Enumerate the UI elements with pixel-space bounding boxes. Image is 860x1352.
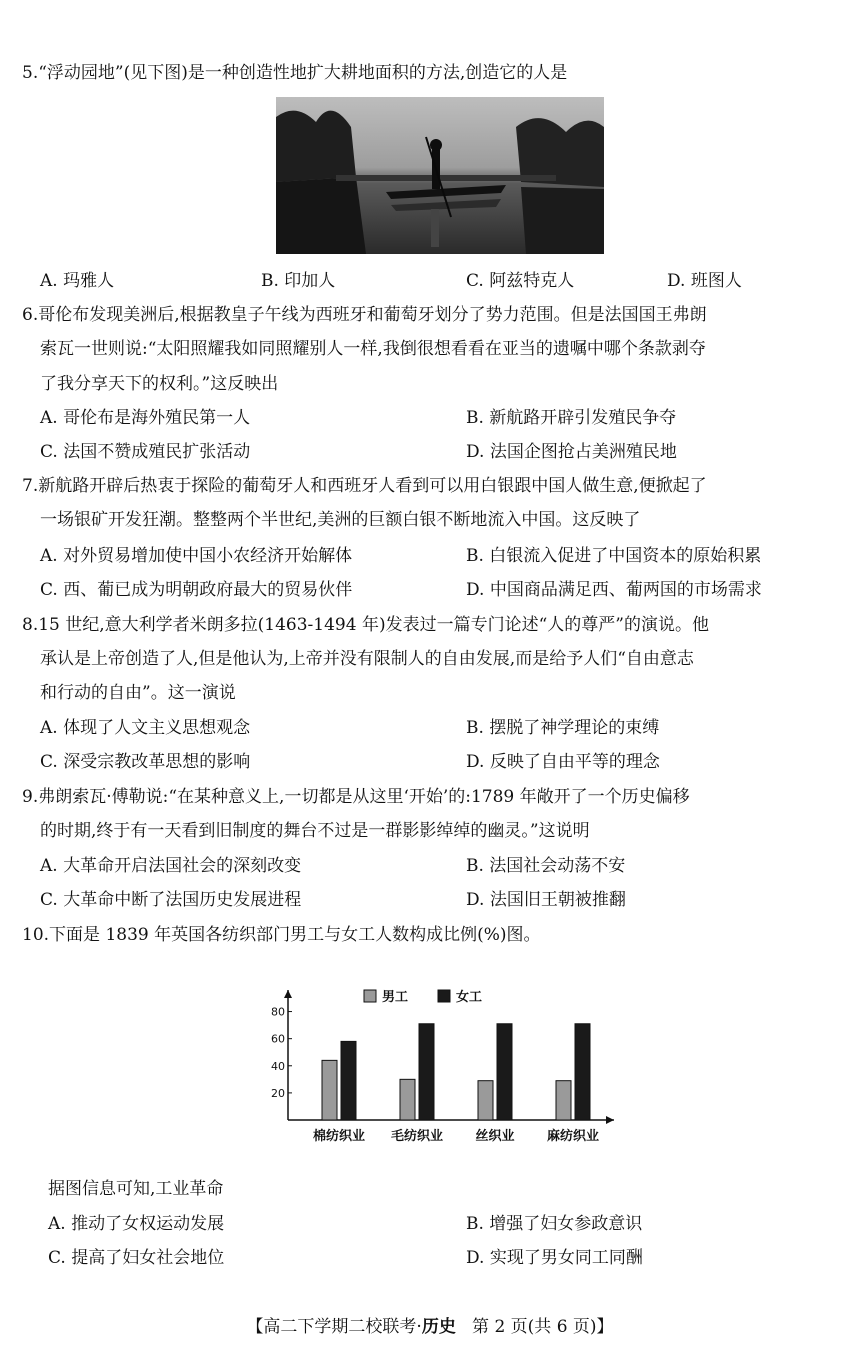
q10-option-a: A. 推动了女权运动发展	[48, 1214, 225, 1234]
q5-stem: 5.“浮动园地”(见下图)是一种创造性地扩大耕地面积的方法,创造它的人是	[22, 63, 568, 83]
bar-female	[497, 1024, 512, 1120]
legend-swatch	[364, 990, 376, 1002]
q10-option-b: B. 增强了妇女参政意识	[466, 1214, 643, 1234]
q8-stem-line1: 8.15 世纪,意大利学者米朗多拉(1463-1494 年)发表过一篇专门论述“人的尊严”的演说。他	[22, 615, 709, 635]
q9-option-c: C. 大革命中断了法国历史发展进程	[40, 890, 302, 910]
q6-option-d: D. 法国企图抢占美洲殖民地	[466, 442, 677, 462]
q10-lead: 据图信息可知,工业革命	[48, 1179, 224, 1199]
floating-garden-photo	[276, 97, 604, 254]
q7-option-d: D. 中国商品满足西、葡两国的市场需求	[466, 580, 762, 600]
q8-stem-line3: 和行动的自由”。这一演说	[40, 683, 236, 703]
q6-stem-line2: 索瓦一世则说:“太阳照耀我如同照耀别人一样,我倒很想看看在亚当的遗嘱中哪个条款剥夺	[40, 339, 706, 359]
bar-male	[556, 1081, 571, 1120]
q6-stem-line1: 6.哥伦布发现美洲后,根据教皇子午线为西班牙和葡萄牙划分了势力范围。但是法国国王弗朗	[22, 305, 707, 325]
legend-label: 男工	[382, 990, 409, 1005]
q9-option-d: D. 法国旧王朝被推翻	[466, 890, 626, 910]
q7-option-b: B. 白银流入促进了中国资本的原始积累	[466, 546, 762, 566]
q7-stem-line2: 一场银矿开发狂潮。整整两个半世纪,美洲的巨额白银不断地流入中国。这反映了	[40, 510, 641, 530]
q6-option-a: A. 哥伦布是海外殖民第一人	[40, 408, 251, 428]
q8-option-b: B. 摆脱了神学理论的束缚	[466, 718, 660, 738]
page-footer	[0, 1312, 860, 1337]
q10-stem: 10.下面是 1839 年英国各纺织部门男工与女工人数构成比例(%)图。	[22, 925, 541, 945]
q8-option-c: C. 深受宗教改革思想的影响	[40, 752, 251, 772]
q5-option-a: A. 玛雅人	[40, 271, 115, 291]
category-label: 毛纺织业	[390, 1129, 444, 1144]
q8-option-a: A. 体现了人文主义思想观念	[40, 718, 251, 738]
bar-male	[478, 1081, 493, 1120]
q8-option-d: D. 反映了自由平等的理念	[466, 752, 660, 772]
bar-female	[575, 1024, 590, 1120]
y-tick-label: 80	[271, 1005, 285, 1019]
category-label: 麻纺织业	[546, 1129, 600, 1144]
bar-female	[419, 1024, 434, 1120]
footer-page: 第 2 页(共 6 页)】	[472, 1317, 614, 1337]
q5-option-d: D. 班图人	[667, 271, 742, 291]
y-tick-label: 20	[271, 1086, 285, 1100]
q6-option-c: C. 法国不赞成殖民扩张活动	[40, 442, 251, 462]
category-label: 棉纺织业	[312, 1129, 366, 1144]
q5-option-b: B. 印加人	[261, 271, 336, 291]
q7-stem-line1: 7.新航路开辟后热衷于探险的葡萄牙人和西班牙人看到可以用白银跟中国人做生意,便掀起了	[22, 476, 707, 496]
q6-stem-line3: 了我分享天下的权利。”这反映出	[40, 374, 279, 394]
x-axis-arrow	[606, 1116, 614, 1124]
legend-label: 女工	[456, 990, 483, 1005]
chart-legend	[364, 989, 482, 1005]
y-axis-arrow	[284, 990, 292, 998]
q9-stem-line2: 的时期,终于有一天看到旧制度的舞台不过是一群影影绰绰的幽灵。”这说明	[40, 821, 590, 841]
q5-option-c: C. 阿兹特克人	[466, 271, 575, 291]
category-label: 丝织业	[475, 1129, 515, 1144]
footer-subject: 历史	[421, 1317, 456, 1337]
photo-illustration	[276, 97, 604, 254]
q10-option-d: D. 实现了男女同工同酬	[466, 1248, 643, 1268]
footer-exam: 【高二下学期二校联考·	[246, 1317, 422, 1337]
bar-male	[322, 1060, 337, 1120]
bar-female	[341, 1041, 356, 1120]
chart-bars	[322, 1024, 590, 1120]
q9-option-b: B. 法国社会动荡不安	[466, 856, 626, 876]
y-tick-label: 40	[271, 1059, 285, 1073]
chart-labels	[313, 1128, 599, 1144]
q7-option-a: A. 对外贸易增加使中国小农经济开始解体	[40, 546, 353, 566]
legend-swatch	[438, 990, 450, 1002]
q9-option-a: A. 大革命开启法国社会的深刻改变	[40, 856, 302, 876]
y-tick-label: 60	[271, 1032, 285, 1046]
textile-workers-chart	[268, 978, 624, 1150]
chart-svg	[268, 978, 624, 1150]
bar-male	[400, 1079, 415, 1120]
q7-option-c: C. 西、葡已成为明朝政府最大的贸易伙伴	[40, 580, 353, 600]
q9-stem-line1: 9.弗朗索瓦·傅勒说:“在某种意义上,一切都是从这里‘开始’的:1789 年敞开了一个历史偏移	[22, 787, 690, 807]
q10-option-c: C. 提高了妇女社会地位	[48, 1248, 225, 1268]
q6-option-b: B. 新航路开辟引发殖民争夺	[466, 408, 677, 428]
q8-stem-line2: 承认是上帝创造了人,但是他认为,上帝并没有限制人的自由发展,而是给予人们“自由意志	[40, 649, 694, 669]
